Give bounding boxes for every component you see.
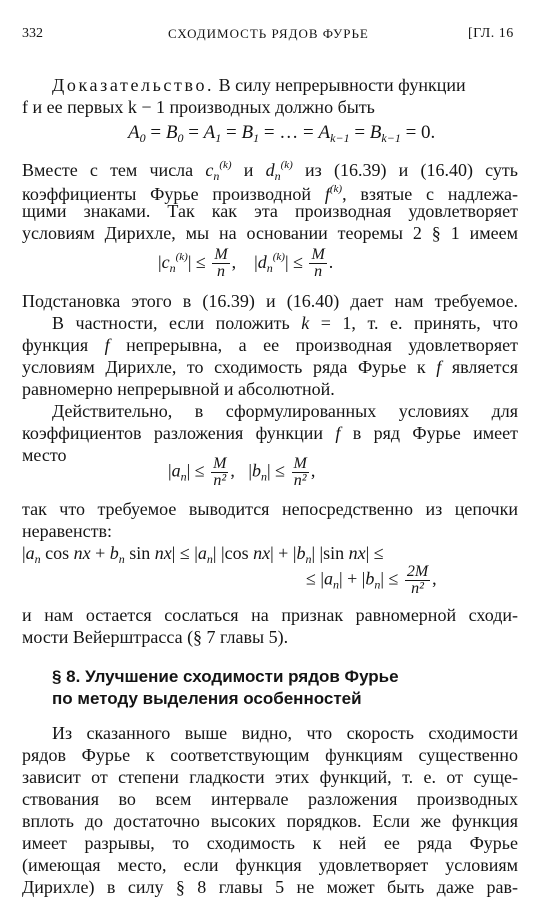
formula-inequality-chain-1: $|a_n$ cos nx + $b_n$ $\sin nx| \le |a_n|$ |cos $nx| + |b_n|$ |sin nx| ≤ bbox=[22, 543, 384, 566]
para3-line-2: коэффициентов разложения функции f в ряд Фурье имеет bbox=[22, 423, 518, 443]
para4-line-2: рядов Фурье к соответствующим функциям существенно bbox=[22, 745, 518, 765]
page-number: 332 bbox=[22, 26, 43, 41]
para3-line-5: неравенств: bbox=[22, 521, 112, 541]
para4-line-7: (имеющая место, если функция удовлетворяет условиям bbox=[22, 855, 518, 875]
para2-line-3: условиям Дирихле, то сходимость ряда Фурье к f является bbox=[22, 357, 518, 377]
running-title: СХОДИМОСТЬ РЯДОВ ФУРЬЕ bbox=[168, 26, 369, 41]
para2-line-4: равномерно непрерывной и абсолютной. bbox=[22, 379, 335, 399]
formula-inequality-chain-2: ≤ $|a_n| + |b_n|$ ≤ $\frac{2M}{\text{n²}}$ , bbox=[306, 563, 437, 597]
para4-line-6: имеет разрывы, то сходимость к ней ее ряда Фурье bbox=[22, 833, 518, 853]
para3-line-1: Действительно, в сформулированных условиях для bbox=[52, 401, 518, 421]
chapter-label: [ГЛ. 16 bbox=[468, 26, 514, 41]
para4-line-4: ствования во всем интервале разложения производных bbox=[22, 789, 518, 809]
proof-title: Доказательство. bbox=[52, 75, 215, 95]
para2-line-1: В частности, если положить k = 1, т. е. принять, что bbox=[52, 313, 518, 333]
formula-fourier-bounds: $|c_n^{(k)}|$ ≤ $\frac{M}{n}$ , $|d_n^{(k)}|$ ≤ $\frac{M}{n}$ . bbox=[158, 246, 334, 281]
para3-line-6: и нам остается сослаться на признак равномерной сходи- bbox=[22, 605, 518, 625]
para2-line-2: функция f непрерывна, а ее производная удовлетворяет bbox=[22, 335, 518, 355]
para4-line-8: Дирихле) в силу § 8 главы 5 не может быть даже рав- bbox=[22, 877, 518, 897]
para4-line-3: зависит от степени гладкости этих функций, т. е. от суще- bbox=[22, 767, 518, 787]
para3-line-4: так что требуемое выводится непосредственно из цепочки bbox=[22, 499, 518, 519]
para4-line-1: Из сказанного выше видно, что скорость сходимости bbox=[52, 723, 518, 743]
formula-an-bn-bounds: $|a_n|$ ≤ $\frac{M}{\text{n²}}$ , $|b_n|$ ≤ $\frac{M}{\text{n²}}$ , bbox=[168, 455, 316, 489]
proof-line-7: Подстановка этого в (16.39) и (16.40) дает нам требуемое. bbox=[22, 291, 518, 311]
section-heading-line-1: § 8. Улучшение сходимости рядов Фурье bbox=[52, 667, 399, 686]
proof-line-6: условиям Дирихле, мы на основании теоремы 2 § 1 имеем bbox=[22, 223, 518, 243]
para3-line-3: место bbox=[22, 445, 67, 465]
para4-line-5: вплоть до достаточно высоких порядков. Если же функция bbox=[22, 811, 518, 831]
proof-line-5: щими знаками. Так как эта производная удовлетворяет bbox=[22, 201, 518, 221]
formula-coefficients-zero: $A_0 = B_0 = A_1 = B_1$ = … = $A_{k-1} = B_{k-1} = 0$. bbox=[128, 122, 436, 145]
proof-line-4: коэффициенты Фурье производной $f^{(k)}$, взятые с надлежа- bbox=[22, 183, 518, 204]
proof-line-1-text: В силу непрерывности функции bbox=[214, 75, 466, 95]
proof-line-3: Вместе с тем числа $c_n^{(k)}$ и $d_n^{(k)}$ из (16.39) и (16.40) суть bbox=[22, 159, 518, 183]
proof-line-1 bbox=[52, 74, 518, 96]
section-heading-line-2: по методу выделения особенностей bbox=[52, 689, 362, 708]
para3-line-7: мости Вейерштрасса (§ 7 главы 5). bbox=[22, 627, 289, 647]
proof-line-2: f и ее первых k − 1 производных должно быть bbox=[22, 97, 375, 117]
